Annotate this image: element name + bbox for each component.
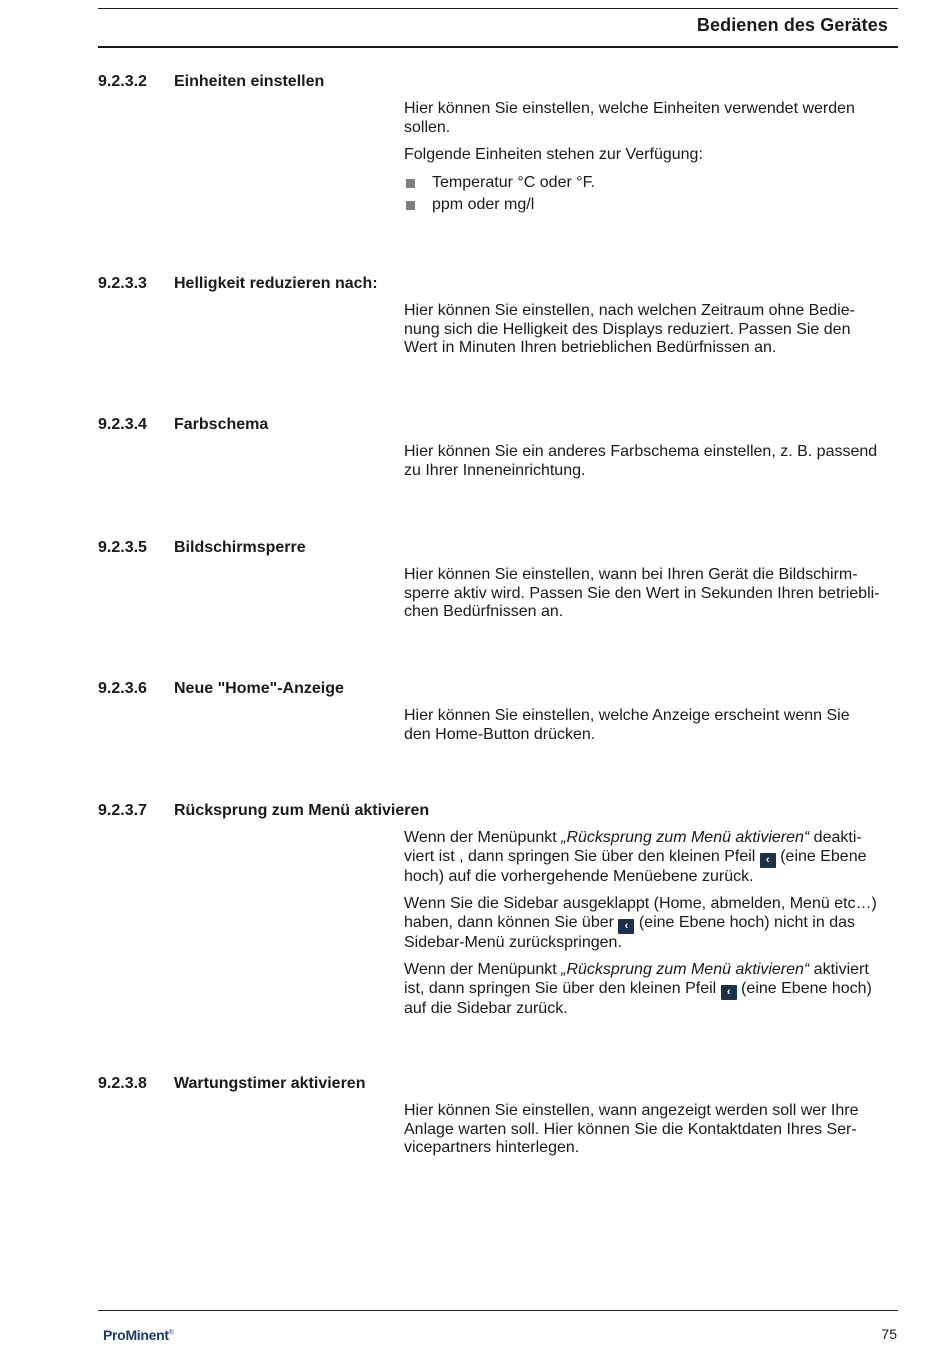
- section-title: Rücksprung zum Menü aktivieren: [174, 802, 430, 819]
- section-title: Farbschema: [174, 416, 269, 433]
- paragraph: Wenn Sie die Sidebar ausgeklappt (Home, abmelden, Menü etc…) haben, dann können Sie über ‹ (eine Ebene hoch) nicht in das Sidebar-Menü zurückspringen.: [404, 895, 877, 951]
- text-line: Hier können Sie einstellen, welche Anzeige erscheint wenn Sie: [404, 707, 850, 724]
- text-line: den Home-Button drücken.: [404, 725, 596, 743]
- section-number: 9.2.3.4: [98, 416, 147, 433]
- list-item: ppm oder mg/l: [404, 196, 898, 215]
- text-line: chen Bedürfnissen an.: [404, 603, 564, 620]
- text-line: Hier können Sie einstellen, wann angezeigt werden soll wer Ihre: [404, 1102, 859, 1119]
- text-line: sperre aktiv wird. Passen Sie den Wert in Sekunden Ihren betriebli-: [404, 584, 880, 602]
- section-body: [404, 443, 898, 480]
- section-number: 9.2.3.5: [98, 539, 147, 556]
- section-body: [404, 829, 898, 1027]
- chevron-left-icon: ‹: [618, 919, 634, 934]
- section-number: 9.2.3.8: [98, 1075, 147, 1092]
- list-item: Temperatur °C oder °F.: [404, 174, 898, 193]
- text-line: Hier können Sie ein anderes Farbschema einstellen, z. B. passend: [404, 443, 878, 460]
- text-line: vicepartners hinterlegen.: [404, 1139, 580, 1156]
- page-header-title: Bedienen des Gerätes: [696, 15, 888, 35]
- section-number: 9.2.3.2: [98, 73, 147, 90]
- chevron-left-icon: ‹: [721, 985, 737, 1000]
- footer-divider: [98, 1310, 898, 1311]
- section-number: 9.2.3.3: [98, 275, 147, 292]
- section-number: 9.2.3.6: [98, 680, 147, 697]
- section-title: Wartungstimer aktivieren: [174, 1075, 366, 1092]
- text-line: Hier können Sie einstellen, wann bei Ihren Gerät die Bildschirm-: [404, 566, 858, 583]
- section-title: Helligkeit reduzieren nach:: [174, 275, 378, 292]
- paragraph: Wenn der Menüpunkt „Rücksprung zum Menü aktivieren“ deakti- viert ist , dann springen Sie über den kleinen Pfeil ‹ (eine Ebene hoch) auf die vorhergehende Menüebene zurück.: [404, 829, 867, 885]
- paragraph: Hier können Sie einstellen, welche Einheiten verwendet werden sollen.: [404, 100, 855, 136]
- header-divider: [98, 46, 898, 48]
- page-number: 75: [881, 1326, 897, 1342]
- square-bullet-icon: [406, 179, 415, 188]
- section-title: Einheiten einstellen: [174, 73, 325, 90]
- section-number: 9.2.3.7: [98, 802, 147, 819]
- text-line: zu Ihrer Inneneinrichtung.: [404, 461, 586, 479]
- top-border: [98, 8, 898, 9]
- section-title: Neue "Home"-Anzeige: [174, 680, 344, 697]
- section-body: [404, 1102, 898, 1158]
- section-body: [404, 707, 898, 744]
- chevron-left-icon: ‹: [760, 853, 776, 868]
- text-line: nung sich die Helligkeit des Displays reduziert. Passen Sie den: [404, 320, 851, 338]
- brand-logo: ProMinent®: [103, 1327, 174, 1343]
- text-line: Anlage warten soll. Hier können Sie die Kontaktdaten Ihres Ser-: [404, 1120, 857, 1138]
- bullet-list: [404, 174, 898, 215]
- section-body: [404, 302, 898, 358]
- paragraph: Wenn der Menüpunkt „Rücksprung zum Menü aktivieren“ aktiviert ist, dann springen Sie über den kleinen Pfeil ‹ (eine Ebene hoch) auf die Sidebar zurück.: [404, 961, 872, 1017]
- paragraph: Folgende Einheiten stehen zur Verfügung:: [404, 146, 703, 163]
- section-title: Bildschirmsperre: [174, 539, 306, 556]
- square-bullet-icon: [406, 201, 415, 210]
- section-body: [404, 100, 898, 219]
- text-line: Wert in Minuten Ihren betrieblichen Bedürfnissen an.: [404, 339, 777, 356]
- section-body: [404, 566, 898, 622]
- text-line: Hier können Sie einstellen, nach welchen Zeitraum ohne Bedie-: [404, 302, 855, 319]
